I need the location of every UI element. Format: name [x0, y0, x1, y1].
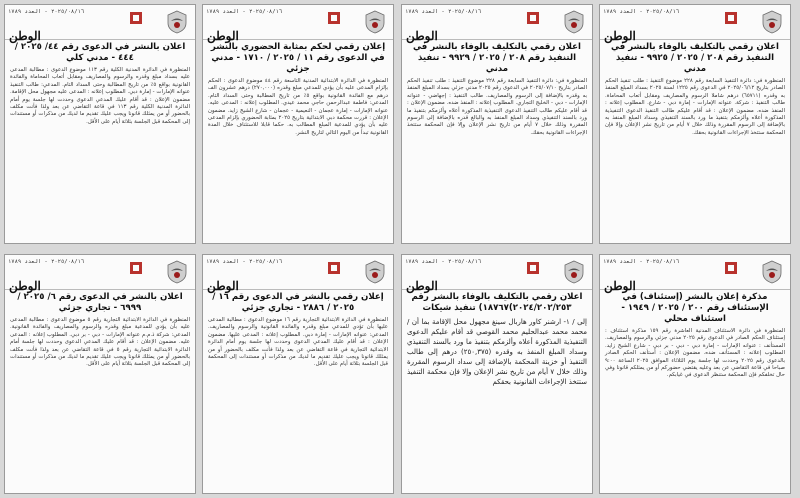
notice-date: ٢٠٢٥/٠٨/١٦ - العدد ١٧٨٩	[8, 259, 85, 265]
newspaper-name: الوطن	[9, 29, 41, 43]
government-of-dubai-logo-icon	[162, 259, 192, 285]
logos	[515, 7, 589, 37]
logos	[316, 257, 390, 287]
dubai-courts-logo-icon	[711, 259, 751, 285]
notice-body: المنظورة في: دائرة التنفيذ السابعة رقم ٢٢٨ موضوع التنفيذ : طلب تنفيذ الحكم الصادر بتاريخ ٢٠٢٥/٠٦/١٢ في الدعوى رقم ١٢٢٥ لسنة ٢٠٢٥ بسداد المبلغ المنفذ به وقدره (٦٥٧١١) درهم شاملا الرسوم والمصاريف ومقابل أتعاب المحاماة. طالب التنفيذ : شركة. عنوانه الإمارات - إمارة دبي - شارع. المطلوب إعلانه : المنفذ ضده. مضمون الإعلان : قد أقام عليكم طالب التنفيذ الدعوى التنفيذية المذكورة أعلاه وألزمكم بتنفيذ ما ورد بالسند التنفيذي وسداد المبلغ المنفذ به بالإضافة إلى الرسوم المقررة وذلك خلال ٧ أيام من تاريخ نشر الإعلان وإلا فإن المحكمة ستتخذ الإجراءات القانونية بحقك.	[605, 78, 786, 136]
government-of-dubai-logo-icon	[559, 259, 589, 285]
government-of-dubai-logo-icon	[360, 259, 390, 285]
notice-body: المنظورة في الدائرة الابتدائية التجارية رقم ٥ موضوع الدعوى : مطالبة المدعى عليه بأن يؤدي للمدعية مبلغ وقدره والرسوم والمصاريف والفائدة القانونية. المدعي: شركة ذ.م.م عنوانه الإمارات - دبي - بر دبي. المطلوب إعلانه : المدعى عليه. مضمون الإعلان : قد أقام عليك المدعي الدعوى وحددت لها جلسة أمام الدائرة الابتدائية التجارية رقم ٥ في قاعة التقاضي عن بعد ولذا فأنت مكلف بالحضور أو من يمثلك قانونا ويجب عليك تقديم ما لديك من مذكرات أو مستندات إلى المحكمة قبل الجلسة بثلاثة أيام على الأقل.	[10, 317, 190, 368]
court-notice-1	[4, 4, 196, 244]
notice-date: ٢٠٢٥/٠٨/١٦ - العدد ١٧٨٩	[603, 9, 680, 15]
newspaper-name: الوطن	[604, 29, 636, 43]
notice-body: المنظورة في الدائرة المدنية الكلية رقم ١١٣ موضوع الدعوى : مطالبة المدعى عليه بسداد مبلغ وقدره والرسوم والمصاريف ومقابل أتعاب المحاماة والفائدة القانونية بواقع ٥٪ من تاريخ المطالبة وحتى السداد التام. المدعي: طالب التنفيذ عنوانه الإمارات - إمارة دبي. المطلوب إعلانه : المدعى عليه مجهول محل الإقامة. مضمون الإعلان : قد أقام عليك المدعي الدعوى وحددت لها جلسة يوم أمام الدائرة المدنية الكلية رقم ١١٣ في قاعة التقاضي عن بعد ولذا فأنت مكلف بالحضور أو من يمثلك قانونا ويجب عليك تقديم ما لديك من مذكرات أو مستندات إلى المحكمة قبل الجلسة بثلاثة أيام على الأقل.	[10, 67, 191, 125]
court-notice-6	[202, 254, 394, 494]
newspaper-name: الوطن	[207, 29, 239, 43]
court-notice-5	[4, 254, 196, 494]
notice-header	[402, 255, 592, 293]
newspaper-name: الوطن	[9, 279, 41, 293]
newspaper-name: الوطن	[406, 29, 438, 43]
court-notice-7	[401, 254, 593, 494]
government-of-dubai-logo-icon	[162, 9, 192, 35]
court-notice-8	[599, 254, 791, 494]
logos	[713, 7, 787, 37]
dubai-courts-logo-icon	[314, 9, 354, 35]
logos	[316, 7, 390, 37]
court-notice-2	[202, 4, 394, 244]
dubai-courts-logo-icon	[116, 9, 156, 35]
notice-date: ٢٠٢٥/٠٨/١٦ - العدد ١٧٨٩	[206, 9, 283, 15]
notice-header	[203, 255, 393, 293]
notice-body: المنظورة في دائرة الاستئناف المدنية العاشرة رقم ١٥٩ مذكرة استئناف : إستئناف الحكم الصادر في الدعوى رقم ٢٠٢٥ مدني جزئي والرسوم والمصاريف. المستأنف : عنوانه الإمارات - إمارة دبي - دبي - بر دبي - شارع الشيخ زايد. المطلوب إعلانه : المستأنف ضده. مضمون الإعلان : أستأنف الحكم الصادر بالدعوى رقم ٢٠٢٥ وحددت لها جلسة يوم الثلاثاء الموافق ٢٠٢٥ الساعة ٩:٠٠ صباحا في قاعة التقاضي عن بعد وعليه يقتضي حضوركم أو من يمثلكم قانونا وفي حال تخلفكم فإن المحكمة ستنظر الدعوى في غيابكم.	[605, 328, 785, 379]
government-of-dubai-logo-icon	[757, 9, 787, 35]
notice-title: اعلان بالنشر في الدعوى رقم ٦/ ٢٠٢٥ / ٦٩٩٩ - تجاري جزئي	[17, 292, 183, 313]
dubai-courts-logo-icon	[711, 9, 751, 35]
notice-header	[5, 5, 195, 43]
government-of-dubai-logo-icon	[757, 259, 787, 285]
dubai-courts-logo-icon	[116, 259, 156, 285]
dubai-courts-logo-icon	[513, 259, 553, 285]
dubai-courts-logo-icon	[314, 259, 354, 285]
government-of-dubai-logo-icon	[559, 9, 589, 35]
notice-body: المنظورة في الدائرة الابتدائية المدنية التاسعة رقم ٤٤ موضوع الدعوى : الحكم بإلزام المدعى عليه بأن يؤدي للمدعي مبلغ وقدره (٢٧٠,٠٠٠) درهم عشرون الف درهم مع الفائدة القانونية بواقع ٥٪ من تاريخ المطالبة وحتى السداد التام. المدعي: فاطمة عبدالرحمن حاجي محمد عيدي. المطلوب إعلانه : المدعى عليه. عنوانه الإمارات - إمارة عجمان - النعيمية - عجمان - شارع الشيخ زايد. مضمون الإعلان : قررت محكمة دبي الابتدائية بتاريخ ٢٠٢٥ بمثابة الحضوري بإلزام المدعى عليه بأن يؤدي للمدعية المبلغ المطالب به. حكما قابلا للاستئناف خلال المدة القانونية تبدأ من اليوم التالي لتاريخ النشر.	[208, 78, 388, 136]
notice-header	[600, 5, 790, 43]
notice-title: إعلان رقمي بالنشر في الدعوى رقم ١٦ / ٢٠٢٥ / ٢٨٨٦ - تجاري جزئي	[212, 292, 384, 313]
notice-header	[402, 5, 592, 43]
notice-header	[203, 5, 393, 43]
logos	[118, 7, 192, 37]
notice-date: ٢٠٢٥/٠٨/١٦ - العدد ١٧٨٩	[8, 9, 85, 15]
notice-header	[5, 255, 195, 293]
court-notice-4	[599, 4, 791, 244]
government-of-dubai-logo-icon	[360, 9, 390, 35]
notice-header	[600, 255, 790, 293]
notice-title: اعلان رقمي بالتكليف بالوفاء بالنشر في التنفيذ رقم ٢٠٨ / ٢٠٢٥ / ٩٩٢٩ - تنفيذ مدني	[412, 42, 582, 74]
notice-date: ٢٠٢٥/٠٨/١٦ - العدد ١٧٨٩	[405, 9, 482, 15]
notice-title: اعلان رقمي بالتكليف بالوفاء بالنشر في التنفيذ رقم ٢٠٨ / ٢٠٢٥ / ٩٩٢٥ - تنفيذ مدني	[610, 42, 780, 74]
logos	[515, 257, 589, 287]
logos	[118, 257, 192, 287]
notice-body: المنظورة في الدائرة الابتدائية التجارية رقم ١٦ موضوع الدعوى : مطالبة المدعى عليها بأن تؤدي للمدعي مبلغ وقدره والفائدة القانونية والرسوم والمصاريف. المدعي: عنوانه الإمارات - إمارة دبي. المطلوب إعلانه : المدعى عليها. مضمون الإعلان : قد أقام عليك المدعي الدعوى وحددت لها جلسة يوم أمام الدائرة الابتدائية التجارية في قاعة التقاضي عن بعد ولذا فأنت مكلف بالحضور أو من يمثلك قانونا ويجب عليك تقديم ما لديك من مذكرات أو مستندات إلى المحكمة قبل الجلسة بثلاثة أيام على الأقل.	[208, 317, 388, 368]
notice-body: المنظورة في: دائرة التنفيذ السابعة رقم ٢٢٨ موضوع التنفيذ : طلب تنفيذ الحكم الصادر بتاريخ ٢٠٢٥/٠٧/١٠ في الدعوى رقم ٢٠٢٥ مدني جزئي بسداد المبلغ المنفذ به وقدره بالإضافة إلى الرسوم والمصاريف. طالب التنفيذ : إجهاضي - عنوانه الإمارات - دبي - الخليج التجاري. المطلوب إعلانه : المنفذ ضده. مضمون الإعلان : قد أقام عليكم طالب التنفيذ الدعوى التنفيذية المذكورة أعلاه وألزمكم بتنفيذ ما ورد بالسند التنفيذي وسداد المبلغ المنفذ به والبالغ قدره بالإضافة إلى الرسوم المقررة وذلك خلال ٧ أيام من تاريخ نشر الإعلان وإلا فإن المحكمة ستتخذ الإجراءات القانونية بحقك.	[407, 78, 587, 136]
notice-date: ٢٠٢٥/٠٨/١٦ - العدد ١٧٨٩	[603, 259, 680, 265]
newspaper-name: الوطن	[406, 279, 438, 293]
notice-date: ٢٠٢٥/٠٨/١٦ - العدد ١٧٨٩	[206, 259, 283, 265]
newspaper-name: الوطن	[604, 279, 636, 293]
notice-date: ٢٠٢٥/٠٨/١٦ - العدد ١٧٨٩	[405, 259, 482, 265]
notice-title: مذكرة إعلان بالنشر (إستئناف) في الإستئناف رقم ٢٠٠ / ٢٠٢٥ / ١٩٤٩ - استئناف محلي	[621, 292, 769, 324]
logos	[713, 257, 787, 287]
court-notice-3	[401, 4, 593, 244]
newspaper-name: الوطن	[207, 279, 239, 293]
notice-title: اعلان رقمي بالتكليف بالوفاء بالنشر رقم ٢٠٢٤/٢٠٢/٢٥٣)١٨٧٦٧) تنفيذ شيكات	[411, 292, 583, 313]
notice-title: اعلان بالنشر في الدعوى رقم ٤٤/ ٢٠٢٥ / ٤٤٤ - مدني كلي	[14, 42, 186, 63]
notice-body: إلى / ١- ارشنر كاور هاربال سينغ مجهول محل الإقامة بما أن / محمد محمد عبدالحليم محمد القوصي قد أقام عليكم الدعوى التنفيذية المذكورة أعلاه وألزمكم بتنفيذ ما ورد بالسند التنفيذي وسداد المبلغ المنفذ به وقدره (٢٥٠,٣٧٥) درهم إلى طالب التنفيذ أو خزينة المحكمة بالإضافة إلى سداد الرسوم المقررة وذلك خلال ٧ أيام من تاريخ نشر الإعلان وإلا فإن محكمة التنفيذ ستتخذ الإجراءات القانونية بحقكم	[407, 318, 587, 386]
dubai-courts-logo-icon	[513, 9, 553, 35]
notice-title: إعلان رقمي لحكم بمثابة الحضوري بالنشر في الدعوى رقم ١١ / ٢٠٢٥ / ١٧١٠ - مدني جزئي	[210, 42, 386, 74]
